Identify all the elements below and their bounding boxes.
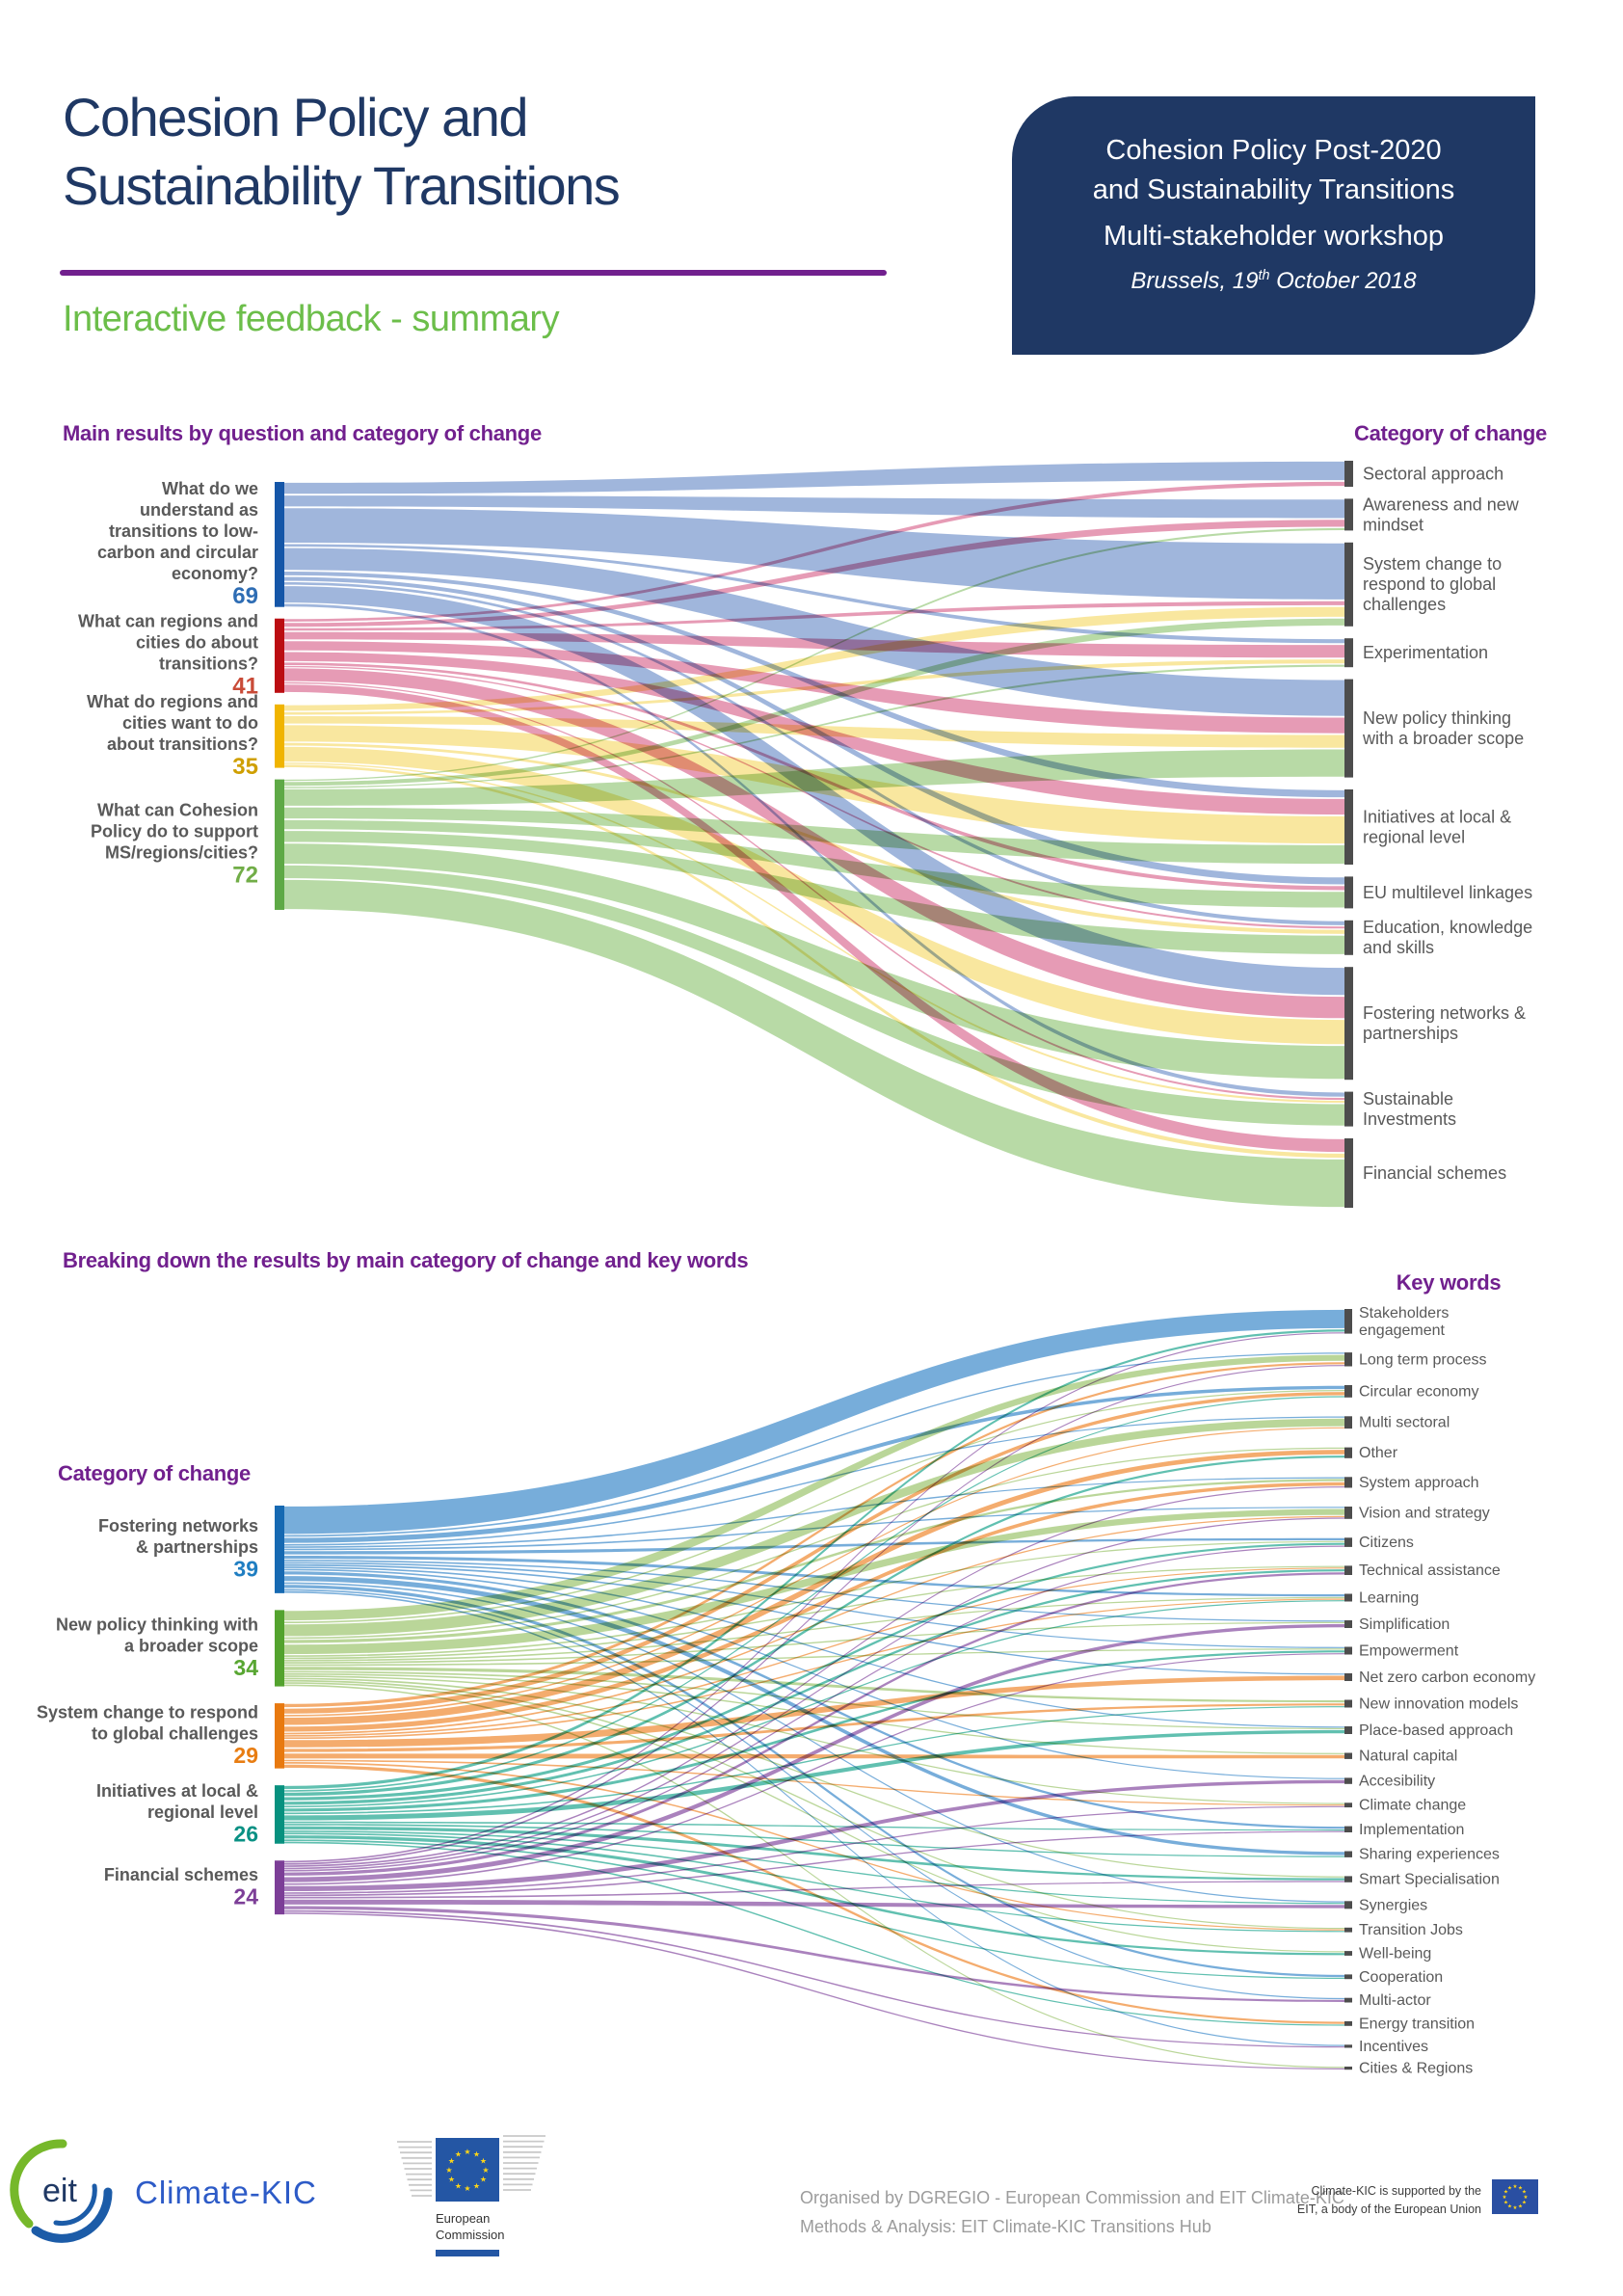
sankey2-target-node-13 — [1344, 1700, 1352, 1708]
sankey1-target-label-3: Experimentation — [1363, 643, 1489, 663]
svg-text:★: ★ — [1512, 2183, 1518, 2190]
sankey2-target-label-7: Citizens — [1359, 1535, 1414, 1552]
sankey2-target-label-19: Sharing experiences — [1359, 1846, 1500, 1863]
eit-logo-text: eit — [42, 2173, 77, 2209]
sankey2-source-label-1: New policy thinking with a broader scope 34 — [55, 1615, 258, 1681]
sankey2-target-label-13: New innovation models — [1359, 1695, 1519, 1713]
ec-logo-text-line2: Commission — [436, 2228, 505, 2242]
sankey2-target-node-26 — [1344, 2021, 1352, 2026]
svg-text:★: ★ — [1518, 2185, 1523, 2192]
sankey2-flows — [284, 1310, 1344, 2069]
sankey2-target-node-5 — [1344, 1477, 1352, 1487]
sankey2-target-node-14 — [1344, 1726, 1352, 1734]
sankey2-target-label-12: Net zero carbon economy — [1359, 1669, 1536, 1686]
sankey1-target-node-0 — [1344, 461, 1353, 487]
sankey1-target-label-4: New policy thinking with a broader scope — [1363, 708, 1525, 748]
sankey1-source-node-2 — [275, 705, 284, 768]
sankey2-target-label-3: Multi sectoral — [1359, 1414, 1450, 1431]
sankey1-target-label-2: System change to respond to global challenges — [1363, 554, 1503, 615]
sankey2-target-node-0 — [1344, 1309, 1352, 1334]
section2-title: Breaking down the results by main category of change and key words — [63, 1248, 749, 1272]
svg-text:★: ★ — [472, 2181, 481, 2191]
svg-text:★: ★ — [1507, 2185, 1512, 2192]
sankey2-source-label-0: Fostering networks & partnerships 39 — [97, 1516, 258, 1582]
sankey2-target-node-9 — [1344, 1594, 1352, 1602]
svg-text:★: ★ — [447, 2175, 456, 2184]
sankey2-target-node-21 — [1344, 1901, 1352, 1909]
sankey2-target-node-2 — [1344, 1385, 1352, 1398]
sankey2-target-label-17: Climate change — [1359, 1797, 1467, 1814]
sankey1-source-node-3 — [275, 780, 284, 910]
sankey2-target-label-25: Multi-actor — [1359, 1992, 1431, 2010]
sankey2-target-node-11 — [1344, 1647, 1352, 1655]
climate-kic-wordmark: Climate-KIC — [135, 2175, 317, 2210]
support-note — [1297, 2182, 1481, 2220]
sankey2-target-node-8 — [1344, 1565, 1352, 1575]
svg-text:★: ★ — [479, 2156, 488, 2166]
credits-line1: Organised by DGREGIO - European Commission and EIT Climate-KIC — [800, 2188, 1344, 2207]
sankey1-target-node-8 — [1344, 967, 1353, 1080]
sankey1-target-node-3 — [1344, 638, 1353, 667]
sankey1-target-label-10: Financial schemes — [1363, 1162, 1507, 1183]
sankey2-target-label-1: Long term process — [1359, 1351, 1487, 1369]
sankey1-target-node-7 — [1344, 921, 1353, 955]
sankey2-flow-4-25 — [284, 1907, 1344, 2003]
sankey1-target-label-9: Sustainable Investments — [1363, 1089, 1457, 1129]
section1-right-column-title: Category of change — [1354, 421, 1547, 445]
sankey2-flow-4-27 — [284, 1910, 1344, 2048]
sankey1-target-label-7: Education, knowledge and skills — [1363, 918, 1533, 958]
sankey2-target-label-23: Well-being — [1359, 1945, 1432, 1962]
sankey2-source-node-4 — [275, 1860, 284, 1914]
sankey2-source-node-3 — [275, 1785, 284, 1844]
sankey2-target-node-25 — [1344, 1998, 1352, 2003]
sankey2-target-label-4: Other — [1359, 1445, 1398, 1462]
svg-text:★: ★ — [1518, 2203, 1523, 2210]
event-box-date: Brussels, 19th October 2018 — [1131, 268, 1417, 295]
sankey-questions-to-categories — [0, 443, 1623, 1234]
sankey1-target-node-9 — [1344, 1092, 1353, 1127]
sankey1-target-node-4 — [1344, 680, 1353, 778]
sankey2-target-label-6: Vision and strategy — [1359, 1505, 1490, 1522]
sankey1-target-label-8: Fostering networks & partnerships — [1363, 1003, 1527, 1044]
sankey2-target-node-7 — [1344, 1537, 1352, 1547]
page-title-line2: Sustainability Transitions — [63, 155, 620, 217]
svg-text:★: ★ — [1503, 2189, 1508, 2196]
sankey2-source-label-2: System change to respond to global challenges 29 — [36, 1702, 258, 1768]
sankey1-source-label-0: What do we understand as transitions to low-carbon and circular economy? 69 — [96, 479, 258, 609]
sankey2-target-label-24: Cooperation — [1359, 1968, 1444, 1986]
sankey2-target-label-10: Simplification — [1359, 1616, 1450, 1633]
sankey1-target-label-0: Sectoral approach — [1363, 464, 1504, 484]
title-divider — [60, 270, 887, 276]
sankey1-target-node-5 — [1344, 789, 1353, 865]
svg-text:★: ★ — [479, 2175, 488, 2184]
sankey2-source-node-1 — [275, 1610, 284, 1686]
svg-text:★: ★ — [454, 2149, 463, 2159]
sankey2-target-label-18: Implementation — [1359, 1821, 1465, 1838]
sankey2-target-node-18 — [1344, 1827, 1352, 1832]
sankey2-target-label-20: Smart Specialisation — [1359, 1871, 1500, 1888]
svg-text:★: ★ — [1522, 2200, 1527, 2206]
ec-logo-text-line1: European — [436, 2211, 491, 2226]
sankey2-target-node-28 — [1344, 2067, 1352, 2069]
sankey2-target-label-14: Place-based approach — [1359, 1722, 1514, 1739]
credits-line2: Methods & Analysis: EIT Climate-KIC Transitions Hub — [800, 2216, 1211, 2236]
svg-text:★: ★ — [1507, 2203, 1512, 2210]
sankey2-target-node-3 — [1344, 1416, 1352, 1428]
sankey1-target-label-1: Awareness and new mindset — [1363, 494, 1519, 535]
svg-text:★: ★ — [472, 2149, 481, 2159]
sankey2-target-label-0: Stakeholders engagement — [1359, 1304, 1450, 1339]
sankey1-source-label-1: What can regions and cities do about transitions? 41 — [77, 611, 258, 700]
sankey2-target-node-6 — [1344, 1507, 1352, 1519]
sankey2-target-label-9: Learning — [1359, 1589, 1420, 1607]
sankey2-flow-4-28 — [284, 1912, 1344, 2069]
page-subtitle: Interactive feedback - summary — [63, 299, 560, 339]
sankey1-target-label-5: Initiatives at local & regional level — [1363, 807, 1512, 847]
svg-text:★: ★ — [445, 2165, 453, 2175]
sankey2-target-node-15 — [1344, 1753, 1352, 1759]
sankey2-target-label-8: Technical assistance — [1359, 1562, 1501, 1580]
svg-text:★: ★ — [482, 2165, 490, 2175]
sankey2-target-node-23 — [1344, 1951, 1352, 1956]
sankey1-target-label-6: EU multilevel linkages — [1363, 882, 1533, 902]
sankey2-target-node-16 — [1344, 1777, 1352, 1783]
support-note-line2: EIT, a body of the European Union — [1296, 2203, 1481, 2217]
sankey2-target-node-20 — [1344, 1876, 1352, 1882]
page-title-line1: Cohesion Policy and — [63, 87, 528, 147]
event-box-line3: Multi-stakeholder workshop — [1104, 221, 1444, 253]
sankey2-target-node-27 — [1344, 2044, 1352, 2047]
sankey2-target-label-26: Energy transition — [1359, 2016, 1476, 2033]
sankey2-target-label-5: System approach — [1359, 1474, 1479, 1491]
sankey1-target-node-1 — [1344, 498, 1353, 530]
sankey2-flow-3-24 — [284, 1839, 1344, 1979]
sankey2-target-label-2: Circular economy — [1359, 1383, 1479, 1401]
svg-text:★: ★ — [1502, 2194, 1507, 2201]
page-title — [63, 83, 619, 220]
sankey2-source-node-0 — [275, 1506, 284, 1593]
eit-climate-kic-logo — [14, 2144, 317, 2238]
sankey2-target-label-21: Synergies — [1359, 1897, 1428, 1914]
sankey2-target-node-19 — [1344, 1852, 1352, 1857]
section1-title: Main results by question and category of change — [63, 421, 542, 445]
sankey2-target-node-24 — [1344, 1974, 1352, 1979]
european-commission-logo — [397, 2136, 545, 2256]
svg-text:★: ★ — [1503, 2200, 1508, 2206]
sankey1-flows — [284, 462, 1344, 1207]
sankey2-source-label-4: Financial schemes 24 — [103, 1864, 258, 1909]
support-note-line1: Climate-KIC is supported by the — [1311, 2184, 1481, 2198]
sankey1-target-node-6 — [1344, 876, 1353, 908]
ec-logo-bar — [436, 2250, 499, 2256]
svg-text:★: ★ — [464, 2147, 471, 2156]
section2-right-column-title: Key words — [1396, 1270, 1502, 1295]
svg-text:★: ★ — [447, 2156, 456, 2166]
svg-text:★: ★ — [454, 2181, 463, 2191]
sankey2-target-label-11: Empowerment — [1359, 1642, 1459, 1660]
svg-text:★: ★ — [1512, 2204, 1518, 2211]
sankey2-source-node-2 — [275, 1703, 284, 1769]
svg-text:★: ★ — [1523, 2194, 1529, 2201]
sankey1-source-label-3: What can Cohesion Policy do to support MS/regions/cities? 72 — [91, 800, 258, 889]
credits-text — [800, 2184, 1344, 2241]
sankey-categories-to-keywords — [0, 1234, 1623, 2101]
sankey2-target-node-22 — [1344, 1928, 1352, 1933]
sankey2-target-label-28: Cities & Regions — [1359, 2060, 1474, 2077]
svg-text:★: ★ — [1522, 2189, 1527, 2196]
eu-flag — [1492, 2179, 1538, 2214]
sankey2-target-label-22: Transition Jobs — [1359, 1922, 1463, 1939]
svg-text:★: ★ — [464, 2183, 471, 2193]
sankey2-target-node-12 — [1344, 1673, 1352, 1681]
sankey1-target-node-2 — [1344, 543, 1353, 627]
event-box — [1012, 96, 1535, 355]
sankey2-target-node-1 — [1344, 1352, 1352, 1366]
sankey1-source-node-1 — [275, 619, 284, 693]
sankey1-source-label-2: What do regions and cities want to do about transitions? 35 — [87, 691, 258, 780]
event-box-line2: and Sustainability Transitions — [1092, 174, 1455, 205]
sankey1-source-node-0 — [275, 482, 284, 607]
sankey2-target-node-4 — [1344, 1448, 1352, 1458]
sankey1-target-node-10 — [1344, 1138, 1353, 1208]
sankey2-source-label-3: Initiatives at local & regional level 26 — [95, 1781, 258, 1847]
sankey2-target-label-15: Natural capital — [1359, 1748, 1458, 1765]
event-box-line1: Cohesion Policy Post-2020 — [1105, 135, 1442, 166]
sankey2-target-label-27: Incentives — [1359, 2038, 1429, 2055]
sankey2-target-label-16: Accesibility — [1359, 1773, 1436, 1790]
sankey2-target-node-17 — [1344, 1802, 1352, 1807]
sankey2-target-node-10 — [1344, 1620, 1352, 1628]
section2-left-column-title: Category of change — [58, 1461, 251, 1485]
